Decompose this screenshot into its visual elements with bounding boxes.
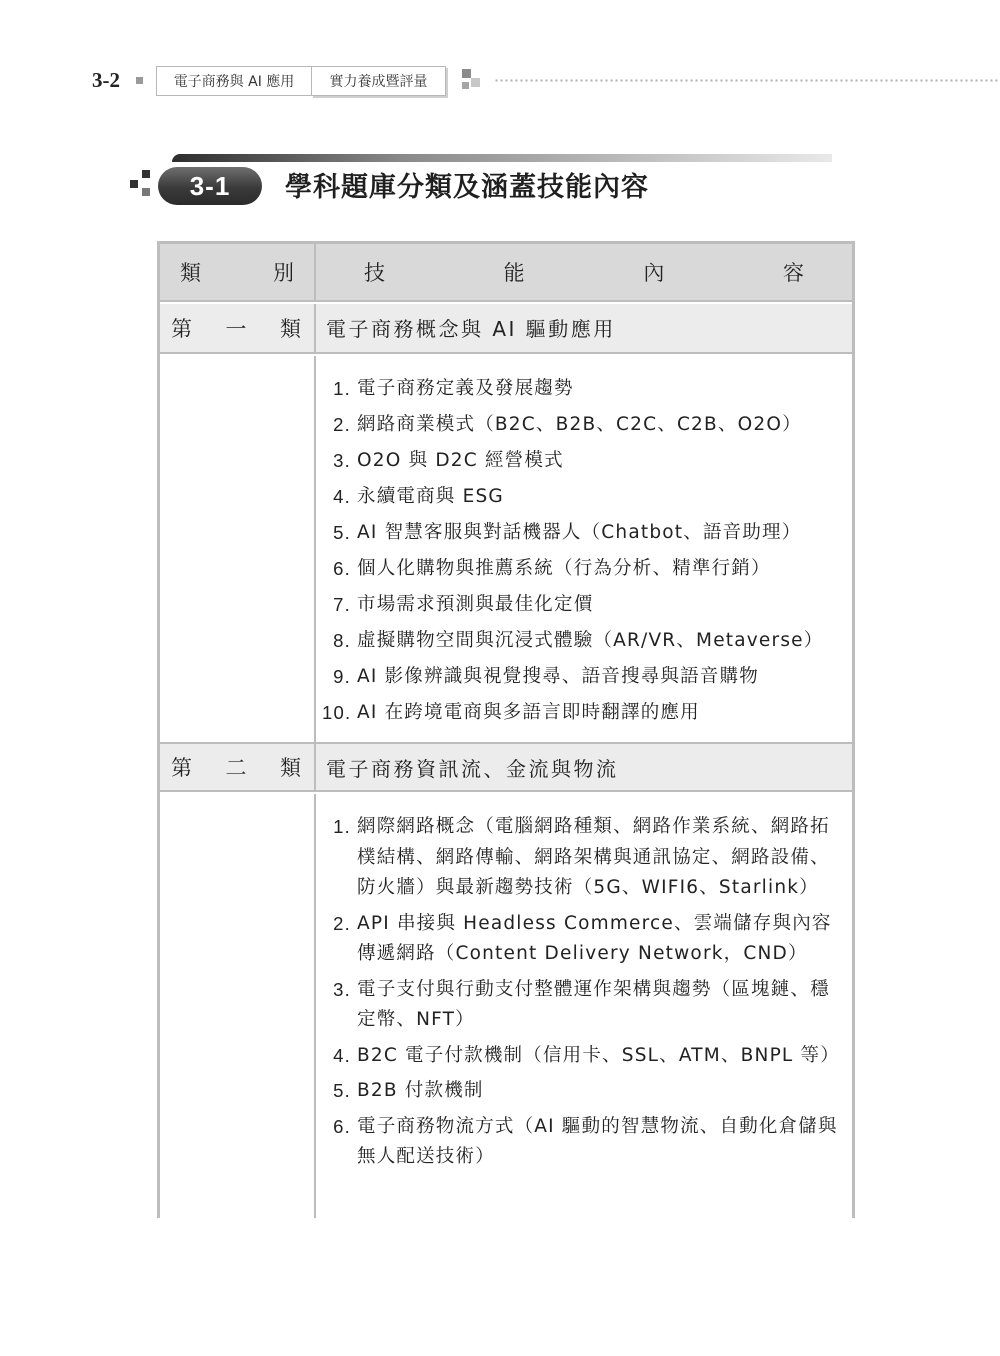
category-column-header (160, 244, 316, 300)
item-text: B2B 付款機制 (357, 1080, 484, 1101)
skills-cell (316, 794, 852, 1218)
list-item (322, 1076, 842, 1107)
section-title: 學科題庫分類及涵蓋技能內容 (285, 172, 649, 203)
skills-table (157, 241, 855, 1218)
category-char: 二 (225, 756, 247, 780)
page-number: 3-2 (92, 68, 120, 92)
category-label (160, 744, 316, 790)
item-text: 市場需求預測與最佳化定價 (357, 594, 594, 615)
list-item (322, 909, 842, 970)
item-text: 網路商業模式（B2C、B2B、C2C、C2B、O2O） (357, 414, 802, 435)
section-number-badge: 3-1 (158, 167, 262, 205)
item-number: 3. (333, 450, 351, 471)
list-item (322, 626, 842, 662)
item-text: O2O 與 D2C 經營模式 (357, 450, 564, 471)
heading-swoosh-decoration (172, 154, 832, 162)
item-text: 電子支付與行動支付整體運作架構與趨勢（區塊鏈、穩定幣、NFT） (357, 978, 830, 1030)
category-label (160, 304, 316, 352)
category-char: 類 (280, 756, 301, 780)
item-number: 3. (333, 978, 351, 1000)
section-heading (120, 150, 840, 210)
skill-list (322, 812, 842, 1178)
list-item (322, 446, 842, 482)
category-char: 一 (225, 317, 247, 341)
skill-list (322, 374, 842, 734)
category-title-cell (316, 744, 852, 790)
item-number: 5. (333, 522, 351, 543)
item-text: API 串接與 Headless Commerce、雲端儲存與內容傳遞網路（Content Delivery Network，CND） (357, 912, 832, 964)
header-char: 技 (364, 261, 385, 285)
item-number: 6. (333, 558, 351, 579)
item-text: AI 智慧客服與對話機器人（Chatbot、語音助理） (357, 522, 802, 543)
item-number: 1. (333, 816, 351, 837)
item-number: 4. (333, 1044, 351, 1066)
item-number: 10. (322, 702, 352, 723)
bullet-square-icon (136, 77, 143, 84)
list-item (322, 1041, 842, 1072)
category-title-cell (316, 304, 852, 352)
item-number: 8. (333, 630, 351, 651)
empty-cell (160, 794, 316, 1218)
header-char: 能 (503, 261, 525, 285)
category-title: 電子商務概念與 AI 驅動應用 (326, 317, 616, 341)
list-item (322, 1112, 842, 1173)
category-items-row (160, 794, 852, 1218)
category-row (160, 742, 852, 792)
list-item (322, 698, 842, 734)
header-char: 別 (273, 261, 294, 285)
header-char: 容 (782, 261, 804, 285)
list-item (322, 410, 842, 446)
skills-column-header (316, 244, 852, 300)
table-header-row (160, 244, 852, 302)
category-char: 第 (171, 317, 192, 341)
dotted-rule (494, 79, 1000, 82)
item-text: 網際網路概念（電腦網路種類、網路作業系統、網路拓樸結構、網路傳輸、網路架構與通訊協定、網路設備、防火牆）與最新趨勢技術（5G、WIFI6、Starlink） (357, 816, 830, 898)
item-text: 電子商務定義及發展趨勢 (357, 378, 574, 399)
item-number: 2. (333, 414, 351, 435)
item-number: 6. (333, 1115, 351, 1137)
list-item (322, 482, 842, 518)
chapter-title-tab: 實力養成暨評量 (311, 66, 446, 96)
list-item (322, 374, 842, 410)
list-item (322, 975, 842, 1036)
category-items-row (160, 356, 852, 742)
skills-cell (316, 356, 852, 742)
empty-cell (160, 356, 316, 742)
list-item (322, 590, 842, 626)
item-text: 電子商務物流方式（AI 驅動的智慧物流、自動化倉儲與無人配送技術） (357, 1115, 838, 1167)
item-text: 個人化購物與推薦系統（行為分析、精準行銷） (357, 558, 771, 579)
item-text: B2C 電子付款機制（信用卡、SSL、ATM、BNPL 等） (357, 1044, 840, 1066)
list-item (322, 554, 842, 590)
item-number: 2. (333, 912, 351, 934)
header-char: 內 (643, 261, 665, 285)
category-row (160, 304, 852, 354)
item-number: 4. (333, 486, 351, 507)
category-title: 電子商務資訊流、金流與物流 (326, 757, 619, 781)
item-text: 虛擬購物空間與沉浸式體驗（AR/VR、Metaverse） (357, 630, 824, 651)
pixel-blocks-icon (130, 170, 158, 198)
item-number: 1. (333, 378, 351, 399)
item-number: 5. (333, 1080, 351, 1101)
item-number: 7. (333, 594, 351, 615)
category-char: 第 (171, 756, 192, 780)
header-char: 類 (180, 261, 201, 285)
list-item (322, 662, 842, 698)
list-item (322, 518, 842, 554)
item-number: 9. (333, 666, 351, 687)
item-text: AI 在跨境電商與多語言即時翻譯的應用 (357, 702, 700, 723)
item-text: AI 影像辨識與視覺搜尋、語音搜尋與語音購物 (357, 666, 759, 687)
list-item (322, 812, 842, 904)
item-text: 永續電商與 ESG (357, 486, 504, 507)
book-title-tab: 電子商務與 AI 應用 (156, 66, 311, 96)
category-char: 類 (280, 317, 301, 341)
pixel-blocks-icon (460, 69, 482, 93)
running-header (0, 66, 1000, 100)
